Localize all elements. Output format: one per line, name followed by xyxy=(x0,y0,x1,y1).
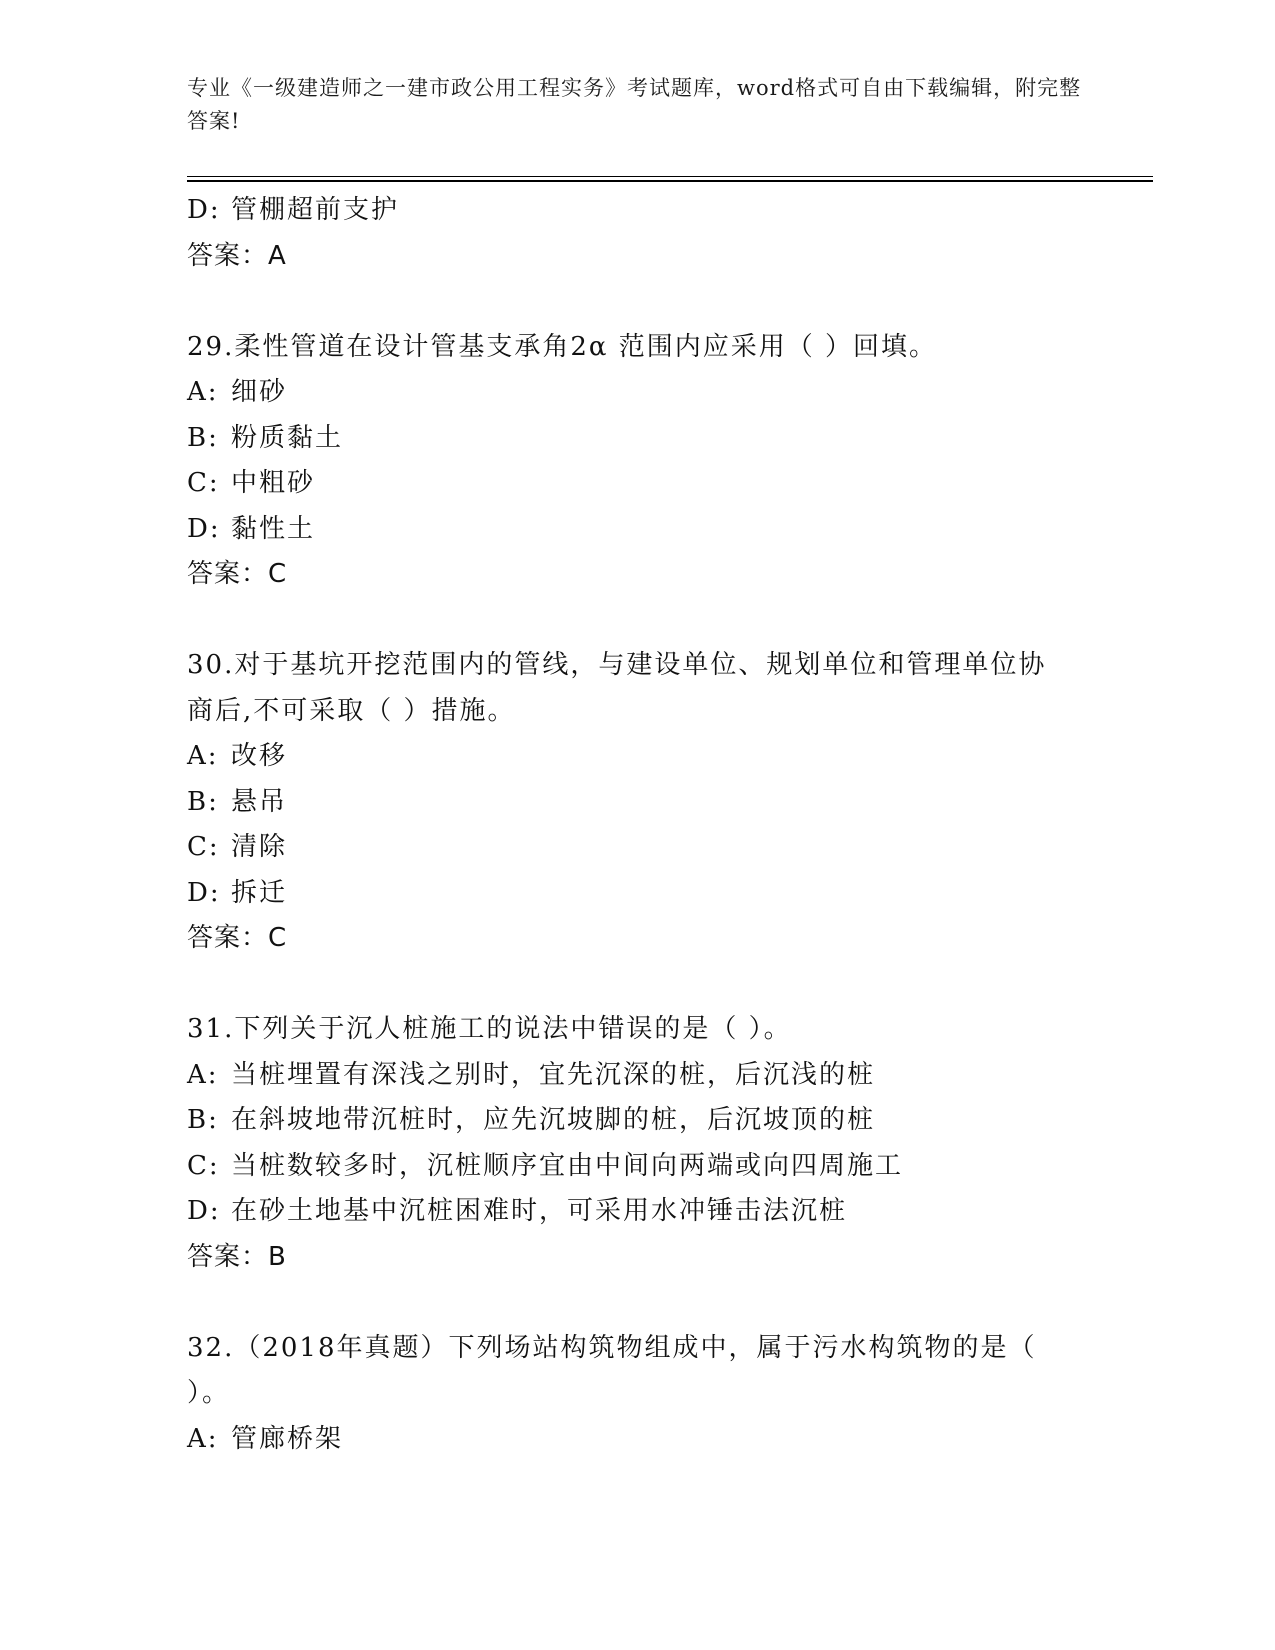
option-letter: D: xyxy=(187,513,221,544)
question-block-29 xyxy=(187,325,1087,598)
option-b xyxy=(187,1098,1087,1144)
answer-line: 答案：B xyxy=(187,1241,287,1272)
spacer xyxy=(187,279,1087,325)
answer-line: 答案：C xyxy=(187,559,288,589)
option-letter: D: xyxy=(187,195,221,225)
question-block-30 xyxy=(187,643,1087,962)
option-d xyxy=(187,507,1087,553)
option-d xyxy=(187,188,1087,234)
spacer xyxy=(187,1280,1087,1326)
option-letter: C: xyxy=(187,1150,220,1181)
question-stem: 32.（2018年真题）下列场站构筑物组成中，属于污水构筑物的是（ ）。 xyxy=(187,1332,1037,1408)
header-divider-thin xyxy=(187,176,1153,177)
option-text: 当桩埋置有深浅之别时，宜先沉深的桩，后沉浅的桩 xyxy=(231,1059,876,1090)
option-c xyxy=(187,461,1087,507)
option-text: 在斜坡地带沉桩时，应先沉坡脚的桩，后沉坡顶的桩 xyxy=(231,1105,876,1135)
option-text: 管廊桥架 xyxy=(231,1423,344,1454)
option-letter: A: xyxy=(187,1059,219,1090)
option-text: 改移 xyxy=(231,741,288,771)
question-stem: 30.对于基坑开挖范围内的管线，与建设单位、规划单位和管理单位协商后,不可采取（ ）措施。 xyxy=(187,650,1047,726)
question-block-31 xyxy=(187,1007,1087,1280)
option-text: 粉质黏土 xyxy=(231,422,344,453)
question-stem: 29.柔性管道在设计管基支承角2α 范围内应采用（ ）回填。 xyxy=(187,331,937,362)
option-letter: D: xyxy=(187,877,221,908)
option-a xyxy=(187,1053,1087,1099)
question-block-28-tail xyxy=(187,188,1087,279)
option-text: 拆迁 xyxy=(231,877,288,908)
option-a xyxy=(187,734,1087,780)
option-text: 清除 xyxy=(231,832,288,862)
option-c xyxy=(187,1144,1087,1190)
option-letter: B: xyxy=(187,422,219,453)
option-text: 在砂土地基中沉桩困难时，可采用水冲锤击法沉桩 xyxy=(231,1196,848,1226)
option-b xyxy=(187,780,1087,826)
question-block-32 xyxy=(187,1326,1087,1463)
answer-line: 答案：A xyxy=(187,240,287,271)
option-text: 中粗砂 xyxy=(231,468,316,498)
option-d xyxy=(187,1189,1087,1235)
option-letter: B: xyxy=(187,786,219,817)
option-text: 黏性土 xyxy=(231,513,316,544)
option-letter: A: xyxy=(187,377,219,407)
question-list xyxy=(187,188,1087,1462)
answer-line: 答案：C xyxy=(187,923,288,953)
spacer xyxy=(187,598,1087,644)
option-letter: A: xyxy=(187,1423,219,1454)
option-letter: D: xyxy=(187,1196,221,1226)
page-header: 专业《一级建造师之一建市政公用工程实务》考试题库，word格式可自由下载编辑，附完整答案! xyxy=(187,76,1082,133)
option-text: 悬吊 xyxy=(231,786,288,817)
question-stem: 31.下列关于沉人桩施工的说法中错误的是（ ）。 xyxy=(187,1014,792,1044)
option-text: 管棚超前支护 xyxy=(231,195,400,225)
option-c xyxy=(187,825,1087,871)
option-letter: C: xyxy=(187,832,220,862)
option-a xyxy=(187,370,1087,416)
option-text: 细砂 xyxy=(231,377,288,407)
option-letter: C: xyxy=(187,468,220,498)
option-letter: B: xyxy=(187,1105,219,1135)
option-text: 当桩数较多时，沉桩顺序宜由中间向两端或向四周施工 xyxy=(231,1150,904,1181)
header-divider-thick xyxy=(187,180,1153,182)
spacer xyxy=(187,962,1087,1008)
option-letter: A: xyxy=(187,741,219,771)
option-d xyxy=(187,871,1087,917)
option-a xyxy=(187,1417,1087,1463)
option-b xyxy=(187,416,1087,462)
